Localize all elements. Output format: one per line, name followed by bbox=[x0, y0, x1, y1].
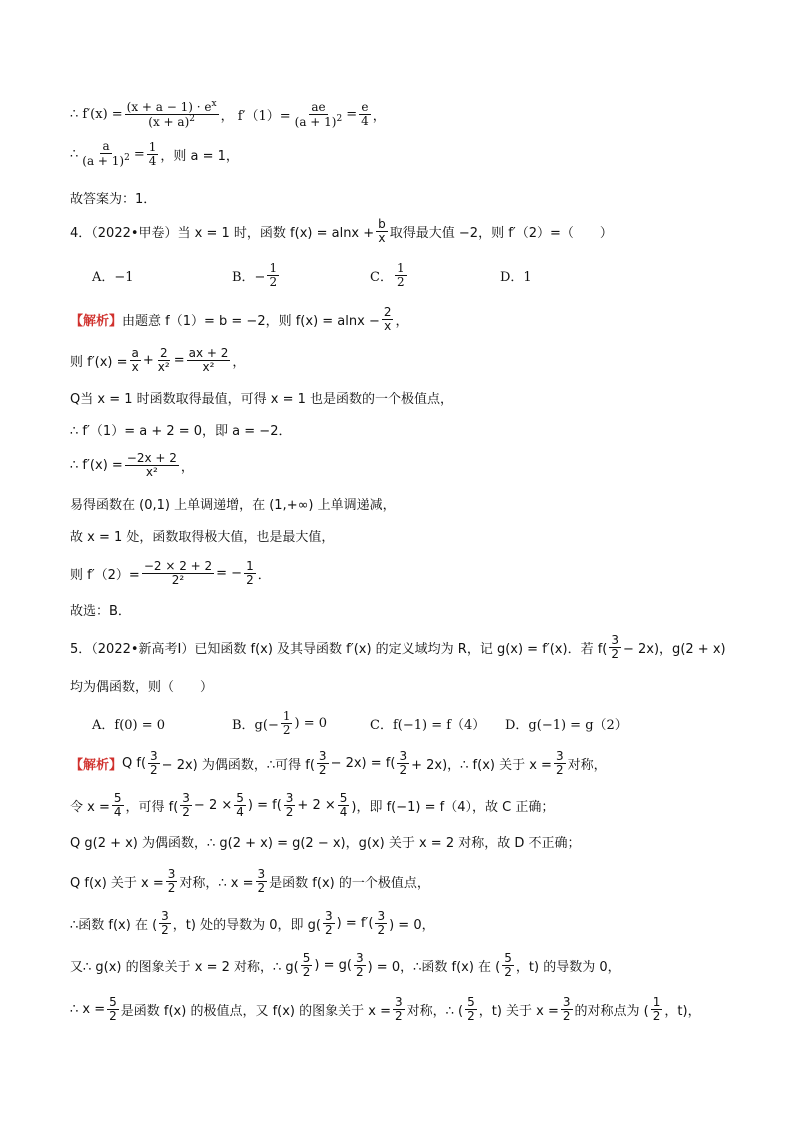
fraction: $\frac{e}{4}$ bbox=[361, 100, 369, 129]
q5-analysis-line-4: Q f(x) 关于 x = $\frac{3}{2}$ 对称，∴ x = $\frac{3}{2}$ 是函数 f(x) 的一个极值点， bbox=[70, 867, 430, 896]
text: ∴ f′(x) = bbox=[70, 107, 123, 123]
analysis-tag: 【解析】 bbox=[70, 314, 123, 330]
q5-analysis-line-2: 令 x = $\frac{5}{4}$ ，可得 f( $\frac{3}{2}$ − 2 × $\frac{5}{4}$ ) = f( $\frac{3}{2}$ + 2 × $\frac{5}{4}$ )，即 f(−1) = f（4），故 C 正确； bbox=[70, 791, 555, 820]
option-a: A．f(0) = 0 bbox=[92, 718, 166, 734]
option-b: B．g(− $\frac{1}{2}$ ) = 0 bbox=[232, 709, 327, 738]
analysis-tag: 【解析】 bbox=[70, 758, 123, 774]
text: − 2x)，g(2 + x) bbox=[623, 642, 726, 658]
q5-analysis-line-6: 又∴ g(x) 的图象关于 x = 2 对称，∴ g( $\frac{5}{2}$ ) = g( $\frac{3}{2}$ ) = 0，∴函数 f(x) 在 ( $\frac{5}{2}$ ，t) 的导数为 0， bbox=[70, 951, 621, 980]
text: ， bbox=[232, 355, 246, 371]
fraction: $\frac{1}{2}$ bbox=[246, 559, 254, 588]
text: ， bbox=[180, 460, 194, 476]
fraction: $\frac{2}{\text{x²}}$ bbox=[157, 346, 170, 375]
text: ． bbox=[257, 568, 271, 584]
q5-analysis-line-3: Q g(2 + x) 为偶函数，∴ g(2 + x) = g(2 − x)，g(x) 关于 x = 2 对称，故 D 不正确； bbox=[70, 836, 581, 851]
text: ， f′（1）= bbox=[220, 109, 291, 125]
answer-line: 故答案为：1． bbox=[70, 192, 157, 207]
analysis-line-5 bbox=[70, 452, 194, 479]
text: + bbox=[142, 353, 154, 369]
question-4-options bbox=[92, 262, 532, 289]
text: 由题意 f（1）= b = −2，则 f(x) = alnx − bbox=[122, 314, 380, 330]
text: ∴ bbox=[70, 146, 79, 162]
fraction: $\frac{ax + 2}{\text{x²}}$ bbox=[188, 346, 229, 375]
fraction: $\frac{a}{(a + 1)^2}$ bbox=[82, 139, 130, 169]
analysis-line-2 bbox=[70, 347, 245, 374]
equation-a bbox=[70, 140, 239, 168]
text: ，则 a = 1， bbox=[160, 148, 239, 164]
option-d: D．1 bbox=[500, 270, 532, 286]
option-b: B．− $\frac{1}{2}$ bbox=[232, 261, 278, 290]
text: 5．（2022•新高考Ⅰ）已知函数 f(x) 及其导函数 f′(x) 的定义域均为 R，记 g(x) = f′(x)．若 f( bbox=[70, 642, 608, 658]
q5-analysis-line-5: ∴函数 f(x) 在 ( $\frac{3}{2}$ ，t) 处的导数为 0，即 g( $\frac{3}{2}$ ) = f′( $\frac{3}{2}$ ) = 0， bbox=[70, 909, 435, 938]
question-4 bbox=[70, 218, 613, 245]
text: 4．（2022•甲卷）当 x = 1 时，函数 f(x) = alnx + bbox=[70, 226, 375, 242]
text: = bbox=[173, 353, 185, 369]
text: 则 f′(x) = bbox=[70, 355, 128, 371]
option-c: C．f(−1) = f（4） bbox=[370, 718, 486, 734]
question-5-cont: 均为偶函数，则（ ） bbox=[70, 680, 214, 695]
fraction: $\frac{-2 \times 2 + 2}{\text{2²}}$ bbox=[143, 559, 213, 588]
fraction: $\frac{ae}{(a + 1)^2}$ bbox=[294, 99, 343, 129]
analysis-line-8 bbox=[70, 560, 271, 587]
analysis-line-1 bbox=[70, 306, 409, 333]
analysis-line-3: Q当 x = 1 时函数取得最值，可得 x = 1 也是函数的一个极值点， bbox=[70, 392, 454, 407]
question-5 bbox=[70, 634, 726, 661]
text: = bbox=[346, 107, 358, 123]
fraction: $\frac{b}{x}$ bbox=[378, 217, 386, 246]
text: 取得最大值 −2，则 f′（2）=（ ） bbox=[389, 226, 613, 242]
question-5-options bbox=[92, 710, 628, 737]
analysis-line-4: ∴ f′（1）= a + 2 = 0，即 a = −2． bbox=[70, 424, 292, 439]
equation-fprime bbox=[70, 100, 386, 129]
text: = bbox=[133, 146, 145, 162]
fraction: $\frac{(x + a - 1) \cdot e^x}{(x + a)^2}$ bbox=[126, 99, 217, 130]
text: ， bbox=[395, 314, 409, 330]
fraction: $\frac{-2x + 2}{\text{x²}}$ bbox=[126, 451, 177, 480]
fraction: $\frac{a}{x}$ bbox=[131, 346, 139, 375]
text: ， bbox=[372, 109, 386, 125]
fraction: $\frac{3}{2}$ bbox=[611, 633, 619, 662]
analysis-line-7: 故 x = 1 处，函数取得极大值，也是最大值， bbox=[70, 530, 335, 545]
q5-analysis-line-1: 【解析】 Q f( $\frac{3}{2}$ − 2x) 为偶函数，∴可得 f( $\frac{3}{2}$ − 2x) = f( $\frac{3}{2}$ + 2x)，∴ f(x) 关于 x = $\frac{3}{2}$ 对称， bbox=[70, 749, 607, 778]
fraction: $\frac{2}{x}$ bbox=[383, 305, 392, 334]
text: ∴ f′(x) = bbox=[70, 458, 123, 474]
fraction: $\frac{1}{4}$ bbox=[148, 139, 157, 168]
analysis-line-9: 故选：B． bbox=[70, 604, 131, 619]
option-d: D．g(−1) = g（2） bbox=[505, 718, 628, 734]
analysis-line-6: 易得函数在 (0,1) 上单调递增，在 (1,+∞) 上单调递减， bbox=[70, 498, 396, 513]
q5-analysis-line-7: ∴ x = $\frac{5}{2}$ 是函数 f(x) 的极值点，又 f(x) 的图象关于 x = $\frac{3}{2}$ 对称，∴ ( $\frac{5}{2}$ ，t) 关于 x = $\frac{3}{2}$ 的对称点为 ( $\frac{1}{2}$ ，t)， bbox=[70, 995, 701, 1024]
text: 则 f′（2）= bbox=[70, 568, 140, 584]
option-a: A．−1 bbox=[92, 270, 134, 286]
text: = − bbox=[216, 566, 243, 582]
option-c: C． $\frac{1}{2}$ bbox=[370, 261, 405, 290]
